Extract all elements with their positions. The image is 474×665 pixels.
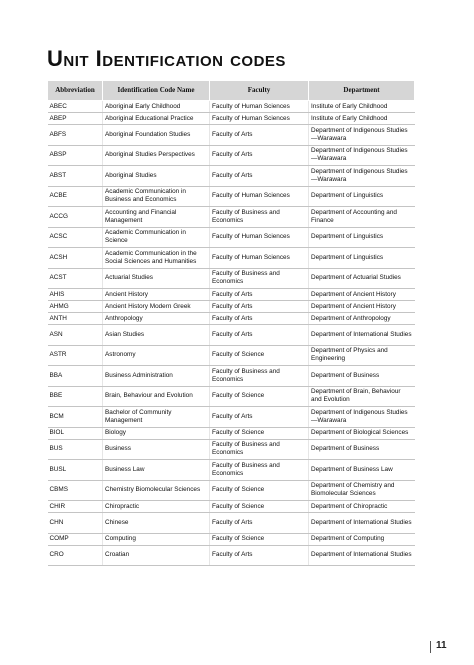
cell-faculty: Faculty of Arts	[210, 125, 309, 146]
page-number: 11	[436, 640, 447, 651]
table-row	[48, 439, 415, 460]
unit-codes-table	[47, 80, 415, 566]
table-row	[48, 289, 415, 301]
cell-faculty: Faculty of Business and Economics	[210, 268, 309, 289]
cell-abbreviation: COMP	[48, 533, 103, 545]
cell-abbreviation: ACBE	[48, 186, 103, 207]
table-row	[48, 366, 415, 387]
cell-faculty: Faculty of Human Sciences	[210, 186, 309, 207]
cell-faculty: Faculty of Science	[210, 427, 309, 439]
cell-code-name: Chiropractic	[103, 501, 210, 513]
cell-code-name: Academic Communication in the Social Sciences and Humanities	[103, 248, 210, 269]
cell-abbreviation: ACSH	[48, 248, 103, 269]
table-row	[48, 460, 415, 481]
cell-faculty: Faculty of Science	[210, 386, 309, 407]
page-title: Unit Identification codes	[47, 46, 286, 71]
cell-faculty: Faculty of Business and Economics	[210, 460, 309, 481]
cell-abbreviation: CHN	[48, 513, 103, 534]
cell-code-name: Asian Studies	[103, 325, 210, 346]
table-row	[48, 513, 415, 534]
cell-abbreviation: CRO	[48, 545, 103, 566]
cell-code-name: Computing	[103, 533, 210, 545]
table-row	[48, 325, 415, 346]
table-row	[48, 533, 415, 545]
cell-code-name: Aboriginal Foundation Studies	[103, 125, 210, 146]
cell-code-name: Biology	[103, 427, 210, 439]
cell-abbreviation: ABEC	[48, 101, 103, 113]
cell-department: Department of Linguistics	[309, 227, 415, 248]
table-row	[48, 101, 415, 113]
cell-faculty: Faculty of Business and Economics	[210, 439, 309, 460]
header-abbreviation: Abbreviation	[48, 81, 103, 101]
cell-abbreviation: ABSP	[48, 145, 103, 166]
table-row	[48, 386, 415, 407]
cell-department: Department of International Studies	[309, 545, 415, 566]
cell-faculty: Faculty of Science	[210, 533, 309, 545]
header-faculty: Faculty	[210, 81, 309, 101]
cell-abbreviation: AHIS	[48, 289, 103, 301]
cell-department: Department of Linguistics	[309, 248, 415, 269]
cell-abbreviation: AHMG	[48, 301, 103, 313]
cell-code-name: Aboriginal Educational Practice	[103, 113, 210, 125]
cell-faculty: Faculty of Human Sciences	[210, 101, 309, 113]
cell-faculty: Faculty of Arts	[210, 407, 309, 428]
cell-code-name: Croatian	[103, 545, 210, 566]
cell-department: Department of Indigenous Studies—Warawara	[309, 407, 415, 428]
cell-faculty: Faculty of Arts	[210, 289, 309, 301]
cell-faculty: Faculty of Science	[210, 345, 309, 366]
cell-code-name: Chemistry Biomolecular Sciences	[103, 480, 210, 501]
cell-department: Department of International Studies	[309, 325, 415, 346]
table-row	[48, 313, 415, 325]
table-body	[48, 101, 415, 566]
cell-faculty: Faculty of Arts	[210, 166, 309, 187]
cell-faculty: Faculty of Business and Economics	[210, 207, 309, 228]
table-row	[48, 427, 415, 439]
page-number-divider	[430, 641, 431, 653]
cell-abbreviation: CHIR	[48, 501, 103, 513]
cell-faculty: Faculty of Arts	[210, 145, 309, 166]
cell-code-name: Business Administration	[103, 366, 210, 387]
cell-department: Department of Anthropology	[309, 313, 415, 325]
cell-faculty: Faculty of Human Sciences	[210, 113, 309, 125]
table-row	[48, 186, 415, 207]
cell-code-name: Anthropology	[103, 313, 210, 325]
cell-code-name: Chinese	[103, 513, 210, 534]
cell-department: Department of Chiropractic	[309, 501, 415, 513]
cell-code-name: Aboriginal Studies	[103, 166, 210, 187]
cell-abbreviation: ABFS	[48, 125, 103, 146]
cell-abbreviation: BCM	[48, 407, 103, 428]
cell-code-name: Ancient History	[103, 289, 210, 301]
cell-department: Institute of Early Childhood	[309, 113, 415, 125]
cell-code-name: Accounting and Financial Management	[103, 207, 210, 228]
cell-faculty: Faculty of Arts	[210, 513, 309, 534]
cell-department: Department of Actuarial Studies	[309, 268, 415, 289]
cell-department: Department of Physics and Engineering	[309, 345, 415, 366]
cell-code-name: Aboriginal Studies Perspectives	[103, 145, 210, 166]
cell-department: Department of Accounting and Finance	[309, 207, 415, 228]
cell-department: Department of Computing	[309, 533, 415, 545]
cell-code-name: Aboriginal Early Childhood	[103, 101, 210, 113]
cell-department: Department of Biological Sciences	[309, 427, 415, 439]
cell-code-name: Brain, Behaviour and Evolution	[103, 386, 210, 407]
table-row	[48, 125, 415, 146]
cell-department: Department of Business Law	[309, 460, 415, 481]
table-row	[48, 407, 415, 428]
cell-department: Department of International Studies	[309, 513, 415, 534]
cell-code-name: Academic Communication in Business and Economics	[103, 186, 210, 207]
cell-abbreviation: BIOL	[48, 427, 103, 439]
table-row	[48, 166, 415, 187]
table-row	[48, 480, 415, 501]
table-header-row	[48, 81, 415, 101]
cell-faculty: Faculty of Arts	[210, 313, 309, 325]
cell-abbreviation: ANTH	[48, 313, 103, 325]
table-row	[48, 145, 415, 166]
cell-department: Department of Chemistry and Biomolecular Sciences	[309, 480, 415, 501]
cell-department: Department of Ancient History	[309, 301, 415, 313]
table-row	[48, 207, 415, 228]
cell-department: Department of Indigenous Studies—Warawara	[309, 125, 415, 146]
cell-abbreviation: ASN	[48, 325, 103, 346]
cell-department: Institute of Early Childhood	[309, 101, 415, 113]
table-row	[48, 227, 415, 248]
cell-department: Department of Ancient History	[309, 289, 415, 301]
cell-abbreviation: ACSC	[48, 227, 103, 248]
cell-abbreviation: BBE	[48, 386, 103, 407]
cell-abbreviation: ACST	[48, 268, 103, 289]
cell-abbreviation: ACCG	[48, 207, 103, 228]
cell-abbreviation: CBMS	[48, 480, 103, 501]
table-row	[48, 501, 415, 513]
cell-faculty: Faculty of Arts	[210, 301, 309, 313]
cell-code-name: Ancient History Modern Greek	[103, 301, 210, 313]
cell-department: Department of Indigenous Studies—Warawara	[309, 166, 415, 187]
table-header	[48, 81, 415, 101]
cell-abbreviation: BUSL	[48, 460, 103, 481]
cell-faculty: Faculty of Business and Economics	[210, 366, 309, 387]
cell-faculty: Faculty of Science	[210, 501, 309, 513]
table-row	[48, 248, 415, 269]
table-row	[48, 268, 415, 289]
table-row	[48, 301, 415, 313]
cell-department: Department of Indigenous Studies—Warawara	[309, 145, 415, 166]
cell-faculty: Faculty of Arts	[210, 325, 309, 346]
cell-code-name: Actuarial Studies	[103, 268, 210, 289]
table-row	[48, 345, 415, 366]
cell-abbreviation: BUS	[48, 439, 103, 460]
cell-department: Department of Brain, Behaviour and Evolution	[309, 386, 415, 407]
header-identification-code-name: Identification Code Name	[103, 81, 210, 101]
cell-abbreviation: BBA	[48, 366, 103, 387]
cell-department: Department of Business	[309, 439, 415, 460]
cell-code-name: Business Law	[103, 460, 210, 481]
cell-abbreviation: ABST	[48, 166, 103, 187]
cell-department: Department of Linguistics	[309, 186, 415, 207]
cell-abbreviation: ASTR	[48, 345, 103, 366]
cell-code-name: Bachelor of Community Management	[103, 407, 210, 428]
cell-faculty: Faculty of Science	[210, 480, 309, 501]
cell-abbreviation: ABEP	[48, 113, 103, 125]
cell-code-name: Astronomy	[103, 345, 210, 366]
cell-faculty: Faculty of Human Sciences	[210, 227, 309, 248]
table-row	[48, 113, 415, 125]
cell-code-name: Business	[103, 439, 210, 460]
cell-faculty: Faculty of Human Sciences	[210, 248, 309, 269]
table-row	[48, 545, 415, 566]
header-department: Department	[309, 81, 415, 101]
cell-faculty: Faculty of Arts	[210, 545, 309, 566]
cell-department: Department of Business	[309, 366, 415, 387]
cell-code-name: Academic Communication in Science	[103, 227, 210, 248]
